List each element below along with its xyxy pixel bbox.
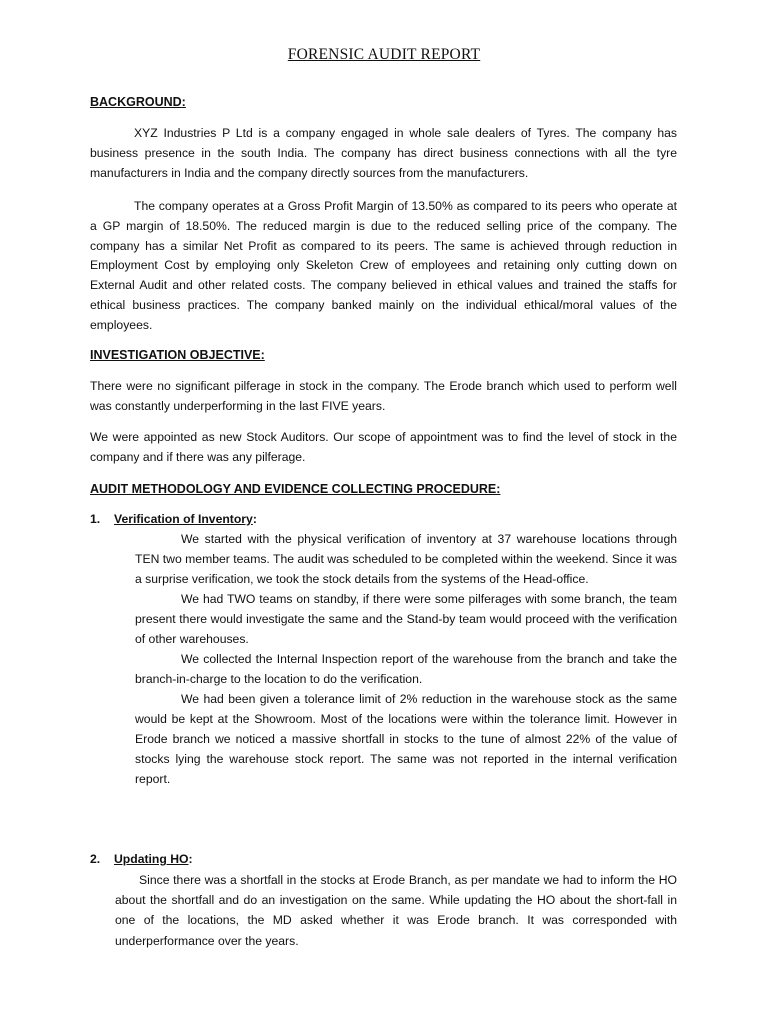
background-paragraph-1: XYZ Industries P Ltd is a company engaged in whole sale dealers of Tyres. The company has business presence in the south India. The company has direct business connections with all the tyre manufacturers in India and the company directly sources from the manufacturers. (90, 126, 677, 180)
background-heading-colon: : (181, 95, 186, 109)
objective-heading: INVESTIGATION OBJECTIVE: (90, 348, 265, 362)
list-item-title (114, 512, 257, 526)
list-item-title (114, 852, 193, 866)
background-heading-text: BACKGROUND (90, 95, 182, 109)
methodology-heading: AUDIT METHODOLOGY AND EVIDENCE COLLECTING PROCEDURE: (90, 482, 501, 496)
objective-paragraph-2: We were appointed as new Stock Auditors. Our scope of appointment was to find the level of stock in the company and if there was any pilferage. (90, 430, 677, 464)
list-item-title-text: Verification of Inventory (114, 512, 253, 526)
report-title: FORENSIC AUDIT REPORT (287, 46, 481, 63)
verification-paragraph-2: We had TWO teams on standby, if there were some pilferages with some branch, the team present there would investigate the same and the Stand-by team would proceed with the verification of other warehouses. (135, 592, 677, 646)
list-item-title-text: Updating HO (114, 852, 189, 866)
verification-paragraph-3: We collected the Internal Inspection report of the warehouse from the branch and take the branch-in-charge to the location to do the verification. (135, 652, 677, 686)
list-item-title-colon: : (188, 852, 193, 866)
background-heading (90, 95, 186, 109)
updating-ho-paragraph: Since there was a shortfall in the stocks at Erode Branch, as per mandate we had to inform the HO about the shortfall and do an investigation on the same. While updating the HO about the short-fall in one of the locations, the MD asked whether it was Erode branch. It was corresponded with underperformance over the years. (115, 873, 677, 948)
background-paragraph-2: The company operates at a Gross Profit Margin of 13.50% as compared to its peers who operate at a GP margin of 18.50%. The reduced margin is due to the reduced selling price of the company. The company has a similar Net Profit as compared to its peers. The same is achieved through reduction in Employment Cost by employing only Skeleton Crew of employees and retaining only cutting down on External Audit and other related costs. The company believed in ethical values and trained the staffs for ethical business practices. The company banked mainly on the individual ethical/moral values of the employees. (90, 199, 677, 332)
verification-paragraph-4: We had been given a tolerance limit of 2% reduction in the warehouse stock as the same would be kept at the Showroom. Most of the locations were within the tolerance limit. However in Erode branch we noticed a massive shortfall in stocks to the tune of almost 22% of the value of stocks lying the warehouse stock report. The same was not reported in the internal verification report. (135, 692, 677, 786)
list-item-number: 2. (90, 852, 101, 866)
objective-paragraph-1: There were no significant pilferage in stock in the company. The Erode branch which used to perform well was constantly underperforming in the last FIVE years. (90, 379, 677, 413)
verification-paragraph-1: We started with the physical verification of inventory at 37 warehouse locations through TEN two member teams. The audit was scheduled to be completed within the weekend. Since it was a surprise verification, we took the stock details from the systems of the Head-office. (135, 532, 677, 586)
list-item-title-colon: : (252, 512, 257, 526)
list-item-number: 1. (90, 512, 101, 526)
